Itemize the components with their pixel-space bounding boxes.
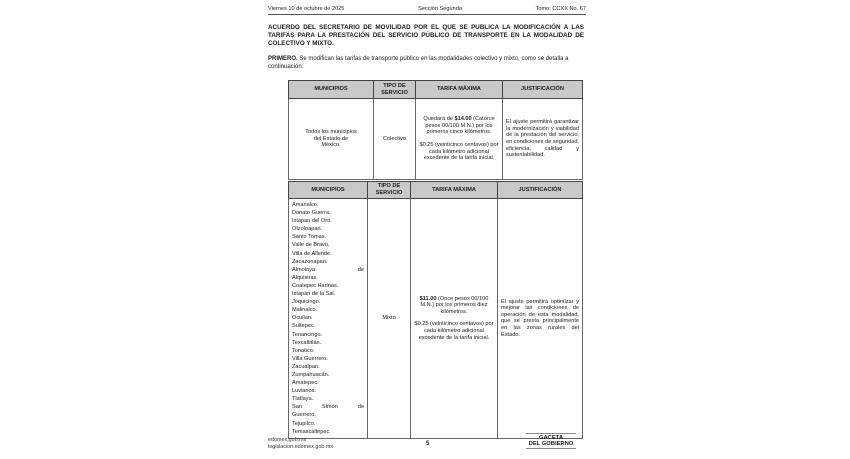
table-header-row (289, 81, 583, 99)
list-item: Ixtapan de la Sal. (292, 291, 336, 298)
logo-line-2: DEL GOBIERNO (528, 441, 574, 447)
list-item: Ixtapan del Oro. (292, 218, 332, 225)
list-item: Ocuilan. (292, 315, 313, 322)
list-item: Almoloya de (292, 266, 364, 273)
cell-justificacion: El ajuste permitirá garantizar la modernización y viabilidad de la prestación del servicio, en condiciones de seguridad, eficiencia, calidad y sustentabilidad. (503, 99, 583, 180)
footer-legislacion-link[interactable]: legislacion.edomex.gob.mx (268, 444, 334, 450)
col-header-tarifa-maxima: TARIFA MÁXIMA (416, 81, 503, 99)
list-item: Tenancingo. (292, 331, 323, 338)
document-page (262, 0, 590, 459)
cell-tipo: Mixto (368, 199, 411, 439)
cell-municipios (289, 99, 374, 180)
tariff-table-mixto (288, 181, 583, 439)
header-divider (268, 14, 586, 15)
logo-line-1: GACETA (538, 435, 564, 441)
cell-tipo: Colectivo (374, 99, 416, 180)
footer-websites (268, 437, 333, 451)
page-header (268, 4, 586, 14)
cell-tarifa (411, 199, 498, 439)
list-item: Tonatico. (292, 347, 315, 354)
logo-bottom-rule (526, 448, 576, 449)
tarifa-rest: (Catorce pesos 00/100 M.N.) por los primeros cinco kilómetros. (425, 116, 495, 136)
col-header-municipios: MUNICIPIOS (289, 81, 374, 99)
list-item: Joquicingo. (292, 299, 321, 306)
header-volume: Tomo: CCXX No. 67 (535, 6, 586, 12)
tarifa-amount: $14.00 (454, 116, 472, 123)
footer-site-link[interactable]: edomex.gob.mx (268, 437, 307, 443)
tarifa-rest: (Once pesos 00/100 M.N.) por los primeros diez kilómetros. (420, 295, 489, 315)
list-item: Villa de Allende. (292, 250, 332, 257)
list-item: Luvianos. (292, 388, 316, 395)
list-item: Alquisiras. (292, 274, 318, 281)
cell-municipios-list (289, 199, 368, 439)
list-item: Zacualpan. (292, 363, 320, 370)
tarifa-base (419, 116, 499, 136)
list-item: Amatepec. (292, 380, 319, 387)
tarifa-amount: $11.00 (419, 295, 437, 302)
table-row (289, 199, 583, 439)
list-item: San Simón de (292, 404, 364, 411)
list-item: Donato Guerra. (292, 210, 331, 217)
list-item: Zumpahuacán. (292, 371, 330, 378)
intro-text: Se modifican las tarifas de transporte público en las modalidades colectivo y mixto, como se detalla a continuación: (268, 56, 569, 70)
col-header-tipo-servicio: TIPO DE SERVICIO (368, 182, 411, 199)
tarifa-base (414, 296, 494, 316)
list-item: Texcaltitlán. (292, 339, 322, 346)
col-header-tipo-servicio: TIPO DE SERVICIO (374, 81, 416, 99)
col-header-justificacion: JUSTIFICACIÓN (498, 182, 583, 199)
intro-paragraph (268, 55, 584, 71)
list-item: Tlatlaya. (292, 396, 314, 403)
list-item: Temascaltepec. (292, 428, 331, 435)
table-header-row (289, 182, 583, 199)
document-title: ACUERDO DEL SECRETARIO DE MOVILIDAD POR EL QUE SE PUBLICA LA MODIFICACIÓN A LAS TARIFAS PARA LA PRESTACIÓN DEL SERVICIO PÚBLICO DE TRANSPORTE EN LA MODALIDAD DE COLECTIVO Y MIXTO. (268, 24, 584, 47)
list-item: Coatepec Harinas. (292, 282, 339, 289)
gaceta-logo (522, 432, 580, 450)
col-header-municipios: MUNICIPIOS (289, 182, 368, 199)
list-item: Valle de Bravo. (292, 242, 330, 249)
list-item: Tejupilco. (292, 420, 316, 427)
table-row (289, 99, 583, 180)
list-item: Villa Guerrero. (292, 355, 328, 362)
tarifa-extra: $0.25 (veinticinco centavos) por cada kilómetro adicional excedente de la tarifa inicial. (414, 321, 494, 341)
list-item: Guerrero. (292, 412, 316, 419)
cell-justificacion: El ajuste permitirá optimizar y mejorar las condiciones de operación de esta modalidad, que se presta principalmente en las zonas rurales del Estado. (498, 199, 583, 439)
municipios-text: Todos los municipios del Estado de México. (305, 129, 357, 149)
logo-top-rule (526, 433, 576, 434)
col-header-tarifa-maxima: TARIFA MÁXIMA (411, 182, 498, 199)
header-date: Viernes 10 de octubre de 2025 (268, 6, 345, 12)
list-item: Santo Tomas. (292, 234, 327, 241)
tariff-table-colectivo (288, 80, 583, 180)
list-item: Zacazonapan. (292, 258, 328, 265)
col-header-justificacion: JUSTIFICACIÓN (503, 81, 583, 99)
header-section: Sección Segunda (418, 6, 462, 12)
cell-tarifa (416, 99, 503, 180)
list-item: Malinalco. (292, 307, 318, 314)
list-item: Otzoloapan. (292, 226, 323, 233)
page-number: 5 (426, 441, 430, 447)
tarifa-pre: Quedará de (423, 116, 455, 123)
intro-label: PRIMERO. (268, 56, 298, 62)
tarifa-extra: $0.25 (veinticinco centavos) por cada kilómetro adicional excedente de la tarifa inicial. (419, 142, 499, 162)
list-item: Sultepec. (292, 323, 316, 330)
list-item: Amanalco. (292, 202, 319, 208)
